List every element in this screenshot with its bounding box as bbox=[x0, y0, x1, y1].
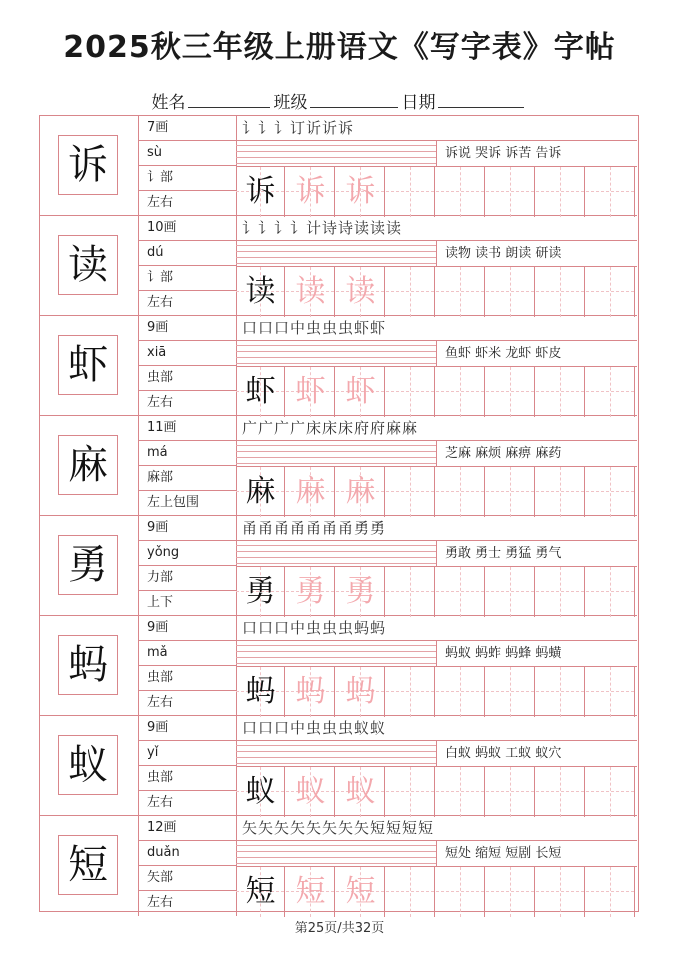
character-block bbox=[40, 416, 637, 516]
writing-grid[interactable] bbox=[236, 566, 637, 617]
pinyin: xiā bbox=[138, 341, 236, 366]
writing-cell[interactable] bbox=[386, 767, 435, 817]
character-block bbox=[40, 316, 637, 416]
trace-character: 蚂 bbox=[295, 674, 326, 709]
sample-character: 读 bbox=[245, 274, 276, 309]
stroke-count: 9画 bbox=[138, 616, 236, 641]
model-character-cell bbox=[40, 616, 139, 715]
stroke-order: 甬甬甬甬甬甬甬勇勇 bbox=[242, 519, 387, 537]
stroke-order-row bbox=[236, 816, 637, 841]
stroke-order-row bbox=[236, 616, 637, 641]
model-character-box bbox=[58, 135, 118, 195]
practice-area bbox=[236, 116, 637, 215]
stroke-order: 讠讠讠讠计诗诗读读读 bbox=[242, 219, 403, 237]
model-character: 蚁 bbox=[68, 742, 108, 788]
writing-grid[interactable] bbox=[236, 466, 637, 517]
stroke-order-row bbox=[236, 116, 637, 141]
stroke-count: 11画 bbox=[138, 416, 236, 441]
writing-cell[interactable] bbox=[436, 667, 485, 717]
stroke-count: 9画 bbox=[138, 516, 236, 541]
model-character-cell bbox=[40, 116, 139, 215]
stroke-order-row bbox=[236, 316, 637, 341]
example-words: 短处 缩短 短剧 长短 bbox=[436, 841, 637, 866]
writing-cell[interactable] bbox=[536, 467, 585, 517]
practice-area bbox=[236, 516, 637, 615]
writing-cell[interactable] bbox=[386, 567, 435, 617]
writing-cell[interactable] bbox=[436, 367, 485, 417]
date-label: 日期 bbox=[401, 93, 436, 113]
model-character-box bbox=[58, 335, 118, 395]
writing-cell[interactable] bbox=[586, 567, 635, 617]
writing-cell[interactable] bbox=[586, 267, 635, 317]
trace-character: 麻 bbox=[295, 474, 326, 509]
writing-grid[interactable] bbox=[236, 666, 637, 717]
date-blank[interactable] bbox=[438, 93, 524, 108]
trace-character: 勇 bbox=[295, 574, 326, 609]
model-character-cell bbox=[40, 216, 139, 315]
stroke-order: 广广广广床床床府府麻麻 bbox=[242, 419, 419, 437]
radical: 虫部 bbox=[138, 366, 236, 391]
character-info bbox=[138, 316, 237, 415]
stroke-order: 矢矢矢矢矢矢矢矢短短短短 bbox=[242, 819, 435, 837]
writing-cell[interactable] bbox=[486, 267, 535, 317]
stroke-count: 9画 bbox=[138, 716, 236, 741]
writing-cell[interactable] bbox=[536, 667, 585, 717]
name-blank[interactable] bbox=[188, 93, 270, 108]
trace-character: 读 bbox=[295, 274, 326, 309]
example-words: 蚂蚁 蚂蚱 蚂蜂 蚂蟥 bbox=[436, 641, 637, 666]
pinyin-writing-lines[interactable] bbox=[236, 341, 436, 366]
trace-character: 虾 bbox=[345, 374, 376, 409]
model-character-box bbox=[58, 735, 118, 795]
trace-character: 蚂 bbox=[345, 674, 376, 709]
writing-cell[interactable] bbox=[486, 567, 535, 617]
structure: 左上包围 bbox=[147, 495, 200, 510]
writing-cell[interactable] bbox=[536, 167, 585, 217]
character-info bbox=[138, 616, 237, 715]
example-words: 读物 读书 朗读 研读 bbox=[436, 241, 637, 266]
trace-character: 蚁 bbox=[345, 774, 376, 809]
model-character-cell bbox=[40, 416, 139, 515]
model-character-box bbox=[58, 435, 118, 495]
character-info bbox=[138, 716, 237, 815]
practice-area bbox=[236, 716, 637, 815]
model-character-cell bbox=[40, 816, 139, 916]
writing-cell[interactable] bbox=[586, 667, 635, 717]
trace-character: 诉 bbox=[345, 174, 376, 209]
model-character: 短 bbox=[68, 842, 108, 888]
pinyin: má bbox=[138, 441, 236, 466]
structure: 左右 bbox=[147, 895, 174, 910]
pinyin: dú bbox=[138, 241, 236, 266]
practice-area bbox=[236, 316, 637, 415]
model-character: 蚂 bbox=[68, 642, 108, 688]
stroke-order: 口口口中虫虫虫蚂蚂 bbox=[242, 619, 387, 637]
writing-cell[interactable] bbox=[436, 167, 485, 217]
writing-cell[interactable] bbox=[486, 367, 535, 417]
writing-cell[interactable] bbox=[386, 167, 435, 217]
character-info bbox=[138, 216, 237, 315]
model-character-box bbox=[58, 535, 118, 595]
radical: 矢部 bbox=[138, 866, 236, 891]
radical: 虫部 bbox=[138, 666, 236, 691]
writing-cell[interactable] bbox=[486, 467, 535, 517]
writing-cell[interactable] bbox=[586, 167, 635, 217]
stroke-order-row bbox=[236, 716, 637, 741]
character-block bbox=[40, 216, 637, 316]
writing-grid[interactable] bbox=[236, 866, 637, 917]
class-label: 班级 bbox=[273, 93, 308, 113]
writing-cell[interactable] bbox=[486, 667, 535, 717]
trace-character: 虾 bbox=[295, 374, 326, 409]
stroke-order-row bbox=[236, 516, 637, 541]
model-character: 麻 bbox=[68, 442, 108, 488]
structure: 左右 bbox=[147, 295, 174, 310]
character-block bbox=[40, 116, 637, 216]
character-info bbox=[138, 516, 237, 615]
sample-character: 麻 bbox=[245, 474, 276, 509]
radical: 力部 bbox=[138, 566, 236, 591]
trace-character: 短 bbox=[295, 874, 326, 909]
sample-character: 蚁 bbox=[245, 774, 276, 809]
model-character: 虾 bbox=[68, 342, 108, 388]
writing-cell[interactable] bbox=[586, 467, 635, 517]
pinyin-writing-lines[interactable] bbox=[236, 841, 436, 866]
character-info bbox=[138, 816, 237, 916]
stroke-order: 口口口中虫虫虫蚁蚁 bbox=[242, 719, 387, 737]
pinyin: yǒng bbox=[138, 541, 236, 566]
character-info bbox=[138, 116, 237, 215]
model-character-box bbox=[58, 635, 118, 695]
practice-area bbox=[236, 616, 637, 715]
pinyin: sù bbox=[138, 141, 236, 166]
sample-character: 诉 bbox=[245, 174, 276, 209]
writing-cell[interactable] bbox=[386, 367, 435, 417]
structure: 左右 bbox=[147, 795, 174, 810]
model-character-box bbox=[58, 835, 118, 895]
sample-character: 短 bbox=[245, 874, 276, 909]
model-character-cell bbox=[40, 316, 139, 415]
model-character-cell bbox=[40, 516, 139, 615]
example-words: 勇敢 勇士 勇猛 勇气 bbox=[436, 541, 637, 566]
sample-character: 蚂 bbox=[245, 674, 276, 709]
writing-cell[interactable] bbox=[536, 767, 585, 817]
pinyin-writing-lines[interactable] bbox=[236, 541, 436, 566]
trace-character: 麻 bbox=[345, 474, 376, 509]
character-block bbox=[40, 616, 637, 716]
student-info-line bbox=[0, 88, 679, 113]
pinyin: mǎ bbox=[138, 641, 236, 666]
trace-character: 蚁 bbox=[295, 774, 326, 809]
trace-character: 读 bbox=[345, 274, 376, 309]
page-number: 第25页/共32页 bbox=[294, 921, 385, 936]
stroke-count: 10画 bbox=[138, 216, 236, 241]
pinyin-writing-lines[interactable] bbox=[236, 241, 436, 266]
stroke-count: 9画 bbox=[138, 316, 236, 341]
pinyin-writing-lines[interactable] bbox=[236, 641, 436, 666]
practice-area bbox=[236, 416, 637, 515]
stroke-order-row bbox=[236, 416, 637, 441]
sample-character: 勇 bbox=[245, 574, 276, 609]
writing-cell[interactable] bbox=[486, 767, 535, 817]
writing-cell[interactable] bbox=[486, 167, 535, 217]
character-block bbox=[40, 716, 637, 816]
example-words: 白蚁 蚂蚁 工蚁 蚁穴 bbox=[436, 741, 637, 766]
class-blank[interactable] bbox=[310, 93, 398, 108]
page-title: 2025秋三年级上册语文《写字表》字帖 bbox=[63, 30, 616, 65]
character-block bbox=[40, 516, 637, 616]
writing-cell[interactable] bbox=[586, 867, 635, 917]
writing-cell[interactable] bbox=[436, 267, 485, 317]
writing-cell[interactable] bbox=[586, 367, 635, 417]
writing-cell[interactable] bbox=[536, 267, 585, 317]
radical: 麻部 bbox=[138, 466, 236, 491]
practice-sheet bbox=[39, 115, 639, 912]
writing-grid[interactable] bbox=[236, 766, 637, 817]
writing-cell[interactable] bbox=[536, 867, 585, 917]
trace-character: 诉 bbox=[295, 174, 326, 209]
radical: 虫部 bbox=[138, 766, 236, 791]
radical: 讠部 bbox=[138, 166, 236, 191]
practice-area bbox=[236, 816, 637, 916]
model-character: 读 bbox=[68, 242, 108, 288]
trace-character: 短 bbox=[345, 874, 376, 909]
writing-cell[interactable] bbox=[386, 467, 435, 517]
pinyin: yǐ bbox=[138, 741, 236, 766]
stroke-count: 7画 bbox=[138, 116, 236, 141]
structure: 左右 bbox=[147, 195, 174, 210]
stroke-count: 12画 bbox=[138, 816, 236, 841]
stroke-order-row bbox=[236, 216, 637, 241]
pinyin-writing-lines[interactable] bbox=[236, 441, 436, 466]
structure: 左右 bbox=[147, 695, 174, 710]
radical: 讠部 bbox=[138, 266, 236, 291]
writing-cell[interactable] bbox=[586, 767, 635, 817]
pinyin-writing-lines[interactable] bbox=[236, 741, 436, 766]
structure: 左右 bbox=[147, 395, 174, 410]
stroke-order: 讠讠讠订䜣䜣诉 bbox=[242, 119, 355, 137]
writing-cell[interactable] bbox=[486, 867, 535, 917]
model-character: 勇 bbox=[68, 542, 108, 588]
name-label: 姓名 bbox=[151, 93, 186, 113]
writing-grid[interactable] bbox=[236, 166, 637, 217]
practice-area bbox=[236, 216, 637, 315]
model-character-box bbox=[58, 235, 118, 295]
pinyin: duǎn bbox=[138, 841, 236, 866]
writing-cell[interactable] bbox=[386, 267, 435, 317]
example-words: 鱼虾 虾米 龙虾 虾皮 bbox=[436, 341, 637, 366]
writing-grid[interactable] bbox=[236, 366, 637, 417]
writing-cell[interactable] bbox=[436, 467, 485, 517]
writing-cell[interactable] bbox=[436, 567, 485, 617]
writing-grid[interactable] bbox=[236, 266, 637, 317]
writing-cell[interactable] bbox=[386, 667, 435, 717]
sample-character: 虾 bbox=[245, 374, 276, 409]
writing-cell[interactable] bbox=[536, 367, 585, 417]
writing-cell[interactable] bbox=[436, 767, 485, 817]
writing-cell[interactable] bbox=[386, 867, 435, 917]
pinyin-writing-lines[interactable] bbox=[236, 141, 436, 166]
character-block bbox=[40, 816, 637, 916]
model-character: 诉 bbox=[68, 142, 108, 188]
character-info bbox=[138, 416, 237, 515]
model-character-cell bbox=[40, 716, 139, 815]
writing-cell[interactable] bbox=[436, 867, 485, 917]
example-words: 诉说 哭诉 诉苦 告诉 bbox=[436, 141, 637, 166]
structure: 上下 bbox=[147, 595, 174, 610]
trace-character: 勇 bbox=[345, 574, 376, 609]
stroke-order: 口口口中虫虫虫虾虾 bbox=[242, 319, 387, 337]
writing-cell[interactable] bbox=[536, 567, 585, 617]
example-words: 芝麻 麻烦 麻痹 麻药 bbox=[436, 441, 637, 466]
